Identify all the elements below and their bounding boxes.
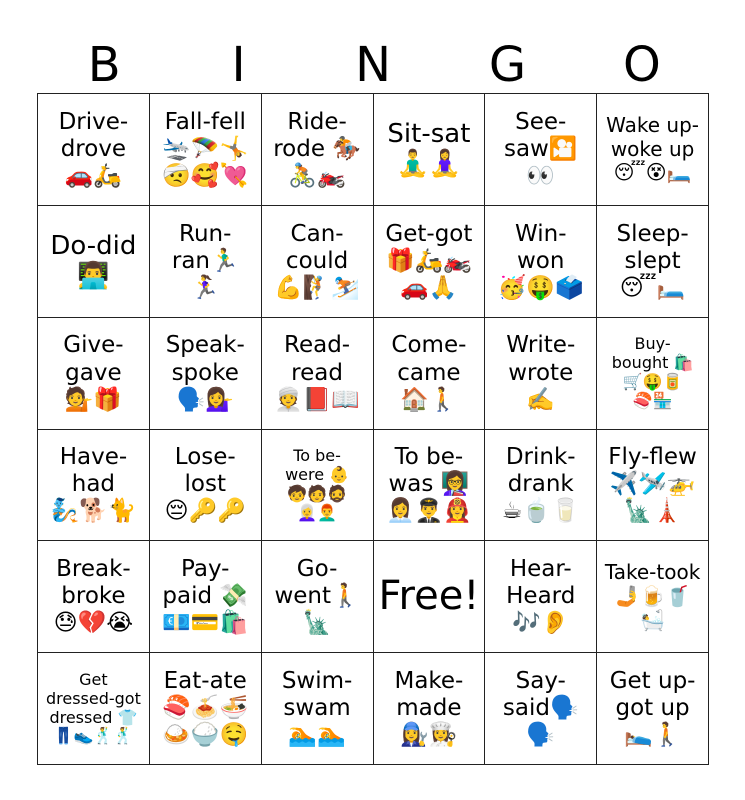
bingo-cell-text: Wake up- woke up 😴😵🛏️ (606, 113, 700, 185)
bingo-cell-text: Ride- rode 🏇 🚴🏍️ (273, 108, 361, 189)
bingo-cell[interactable] (38, 206, 150, 318)
bingo-header (37, 38, 709, 93)
bingo-cell-text: Take-took 🤳🍺🥤 🛀 (604, 560, 701, 632)
bingo-cell[interactable] (374, 653, 486, 765)
header-letter-b: B (87, 37, 121, 93)
bingo-cell-text: Make- made 👩‍🔧👩‍🍳 (394, 667, 464, 749)
bingo-cell[interactable] (38, 653, 150, 765)
bingo-cell[interactable] (150, 430, 262, 542)
bingo-cell[interactable] (262, 94, 374, 206)
bingo-cell-text: Fall-fell 🛬🪂🤸 🤕🥰💘 (162, 108, 249, 189)
bingo-cell-text: Say- said🗣️ 🗣️ (502, 667, 579, 749)
bingo-cell[interactable] (262, 653, 374, 765)
bingo-cell-text: Give- gave 💁🎁 (63, 332, 124, 413)
bingo-cell[interactable] (38, 430, 150, 542)
bingo-cell-text: Sleep- slept 😴🛏️ (616, 220, 689, 301)
bingo-cell-text: Read- read 👳📕📖 (274, 332, 361, 413)
bingo-cell[interactable] (597, 430, 709, 542)
bingo-cell[interactable] (485, 206, 597, 318)
bingo-cell-text: To be- was 👩‍🏫 👩‍💼👨‍✈️👩‍🚒 (385, 444, 472, 525)
bingo-cell[interactable] (485, 94, 597, 206)
bingo-cell[interactable] (150, 541, 262, 653)
free-space-cell[interactable] (374, 541, 486, 653)
bingo-cell-text: To be- were 👶 🧒🧑🧔 👩‍🦳👨‍🦰 (285, 446, 350, 522)
bingo-cell[interactable] (597, 653, 709, 765)
header-letter-n: N (355, 37, 391, 93)
bingo-cell-text: See- saw🎦 👀 (503, 108, 578, 189)
bingo-cell[interactable] (262, 206, 374, 318)
bingo-cell[interactable] (150, 206, 262, 318)
header-letter-o: O (622, 37, 661, 93)
bingo-cell[interactable] (38, 94, 150, 206)
bingo-cell[interactable] (485, 430, 597, 542)
bingo-cell[interactable] (597, 94, 709, 206)
bingo-cell-text: Get-got 🎁🛵🏍️ 🚗🙏 (385, 220, 473, 301)
bingo-cell[interactable] (150, 653, 262, 765)
bingo-cell[interactable] (485, 541, 597, 653)
bingo-cell-text: Pay- paid 💸 💶💳🛍️ (162, 556, 249, 637)
bingo-cell[interactable] (374, 430, 486, 542)
bingo-cell-text: Lose- lost 😔🔑🔑 (164, 444, 246, 525)
bingo-cell[interactable] (374, 206, 486, 318)
header-letter-g: G (488, 37, 527, 93)
bingo-cell-text: Eat-ate 🍣🍝🍜 🍛🍚🤤 (162, 667, 249, 749)
bingo-cell[interactable] (150, 318, 262, 430)
bingo-cell[interactable] (262, 541, 374, 653)
bingo-cell-text: Break- broke 😓💔😭 (53, 556, 134, 637)
bingo-cell[interactable] (597, 206, 709, 318)
bingo-cell-text: Drink- drank ☕🍵🥛 (501, 444, 580, 525)
bingo-cell-text: Write- wrote ✍️ (506, 332, 576, 413)
bingo-cell-text: Can- could 💪🧗⛷️ (274, 220, 361, 301)
bingo-cell-text: Speak- spoke 🗣️💁‍♀️ (165, 332, 245, 413)
bingo-cell-text: Get up- got up 🛌🚶 (609, 667, 696, 749)
bingo-cell-text: Drive- drove 🚗🛵 (58, 108, 129, 189)
bingo-cell-text: Fly-flew ✈️🛩️🚁 🗽🗼 (608, 444, 697, 525)
bingo-cell-text: Come- came 🏠🚶 (391, 332, 467, 413)
bingo-cell[interactable] (374, 318, 486, 430)
bingo-cell-text: Hear- Heard 🎶👂 (506, 556, 576, 637)
bingo-cell-text: Swim- swam 🏊🏊 (281, 667, 353, 749)
bingo-cell[interactable] (597, 541, 709, 653)
bingo-cell[interactable] (262, 430, 374, 542)
bingo-cell[interactable] (374, 94, 486, 206)
bingo-cell-text: Free! (378, 573, 480, 620)
bingo-cell-text: Have- had 🧞🐕🐈 (50, 444, 137, 525)
bingo-cell-text: Get dressed-got dressed 👕 👖👟🕺🕺 (45, 669, 141, 746)
bingo-cell[interactable] (485, 318, 597, 430)
bingo-cell-text: Sit-sat 🧘‍♂️🧘‍♀️ (387, 118, 471, 180)
bingo-cell[interactable] (597, 318, 709, 430)
bingo-cell[interactable] (262, 318, 374, 430)
bingo-cell-text: Do-did 👨‍💻 (50, 230, 137, 292)
bingo-cell[interactable] (38, 318, 150, 430)
bingo-cell[interactable] (150, 94, 262, 206)
bingo-cell-text: Go- went🚶 🗽 (274, 556, 360, 637)
header-letter-i: I (231, 37, 246, 93)
bingo-cell-text: Run- ran🏃‍♂️ 🏃‍♀️ (171, 220, 239, 301)
bingo-grid (37, 93, 709, 765)
bingo-cell-text: Win- won 🥳🤑🗳️ (497, 220, 584, 301)
bingo-cell-text: Buy- bought 🛍️ 🛒🤑🥫 🍣🏪 (611, 334, 694, 410)
bingo-cell[interactable] (485, 653, 597, 765)
bingo-cell[interactable] (38, 541, 150, 653)
